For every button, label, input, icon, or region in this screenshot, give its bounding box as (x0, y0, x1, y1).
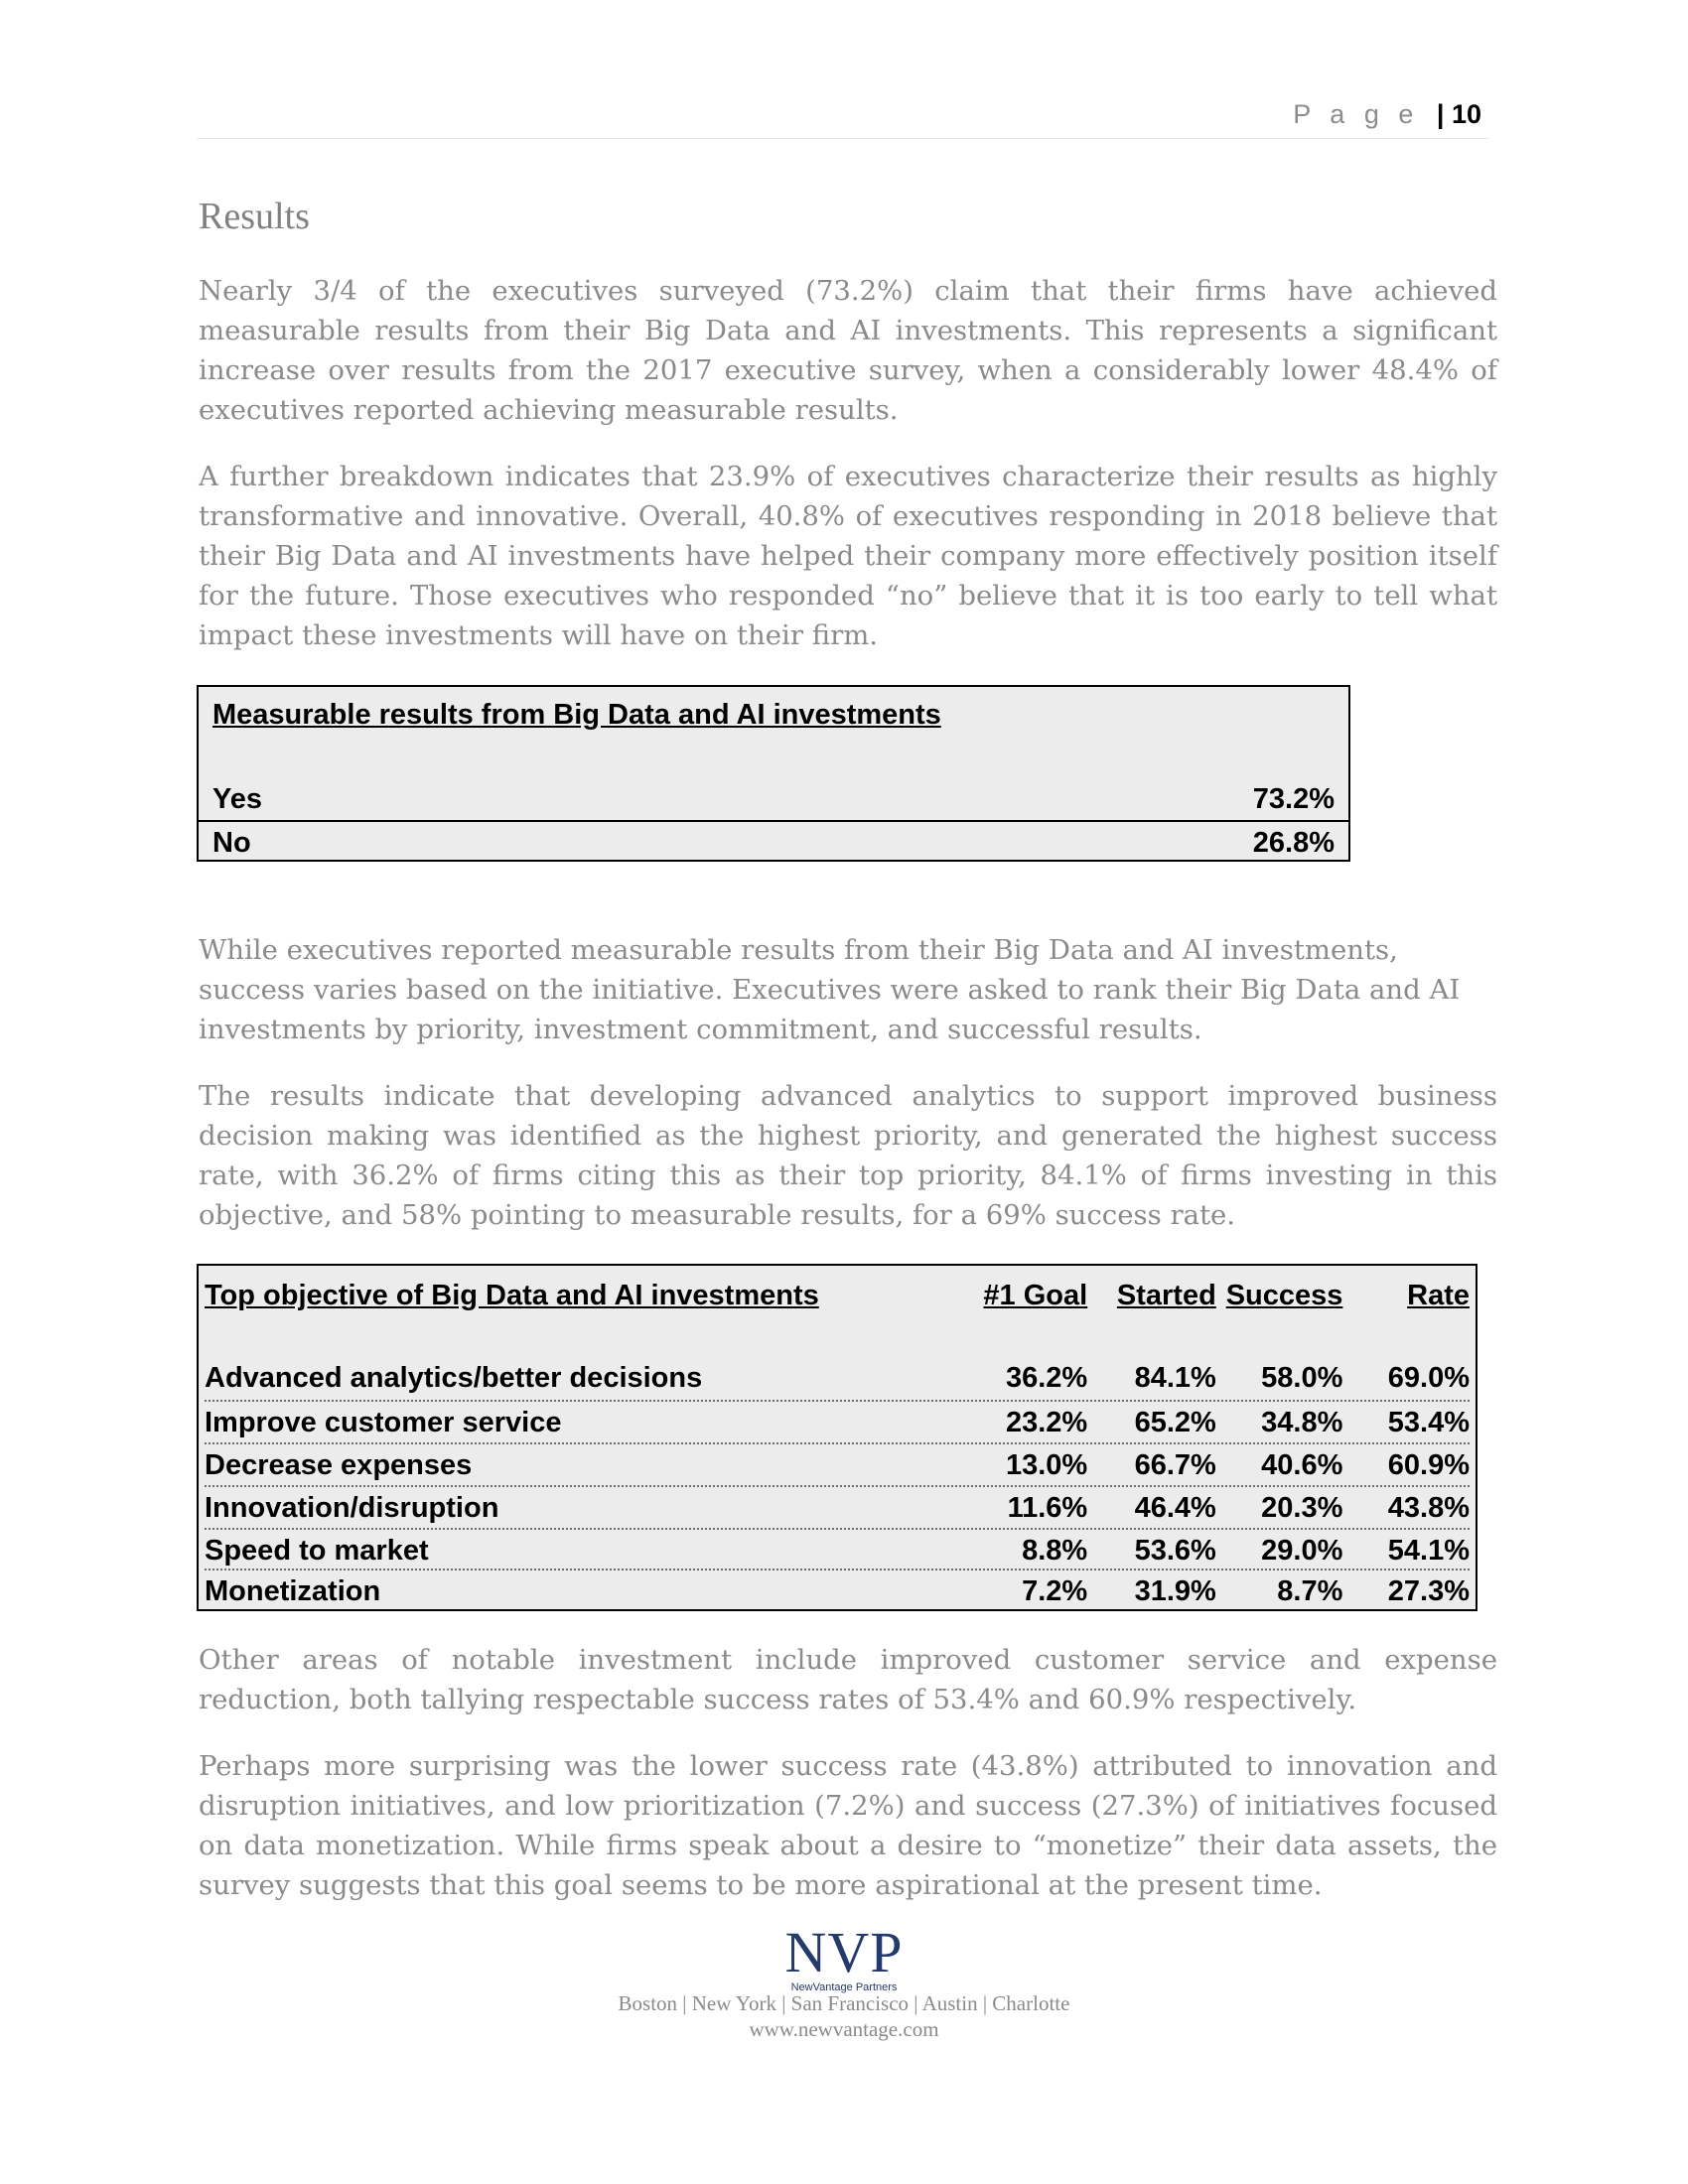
company-logo (0, 1920, 1688, 1993)
paragraph-6: Perhaps more surprising was the lower success rate (43.8%) attributed to innovation and disruption initiatives, and low prioritization (7.2%) and success (27.3%) of initiatives focused on data monetization. While firms speak about a desire to “monetize” their data assets, the survey suggests that this goal seems to be more aspirational at the present time. (199, 1750, 1497, 1901)
footer-website: www.newvantage.com (749, 2017, 939, 2041)
page-number-header (1293, 99, 1481, 130)
cell-goal: 13.0% (1005, 1449, 1088, 1481)
table-row (205, 1442, 1470, 1487)
cell-goal: 7.2% (1022, 1575, 1088, 1607)
table-row (205, 1400, 1470, 1444)
table-row (205, 1485, 1470, 1530)
row-label: No (212, 826, 251, 859)
cell-goal: 23.2% (1005, 1407, 1088, 1438)
page-separator: | (1436, 99, 1445, 129)
cell-success: 40.6% (1261, 1449, 1343, 1481)
row-label: Yes (212, 782, 262, 815)
logo-subtitle: NewVantage Partners (790, 1981, 898, 1993)
table-title (212, 695, 1348, 735)
cell-goal: 36.2% (1005, 1362, 1088, 1394)
logo-mark: NVP (784, 1920, 904, 1984)
measurable-results-title: Measurable results from Big Data and AI investments (212, 698, 941, 731)
table-header-row (205, 1274, 1470, 1317)
cell-success: 29.0% (1261, 1535, 1343, 1567)
header-objective: Top objective of Big Data and AI investments (205, 1279, 819, 1311)
row-value: 26.8% (1252, 826, 1335, 859)
cell-objective: Advanced analytics/better decisions (205, 1362, 703, 1394)
cell-goal: 8.8% (1022, 1535, 1088, 1567)
cell-objective: Speed to market (205, 1535, 429, 1567)
cell-rate: 60.9% (1387, 1449, 1470, 1481)
paragraph-3: While executives reported measurable results from their Big Data and AI investments, success varies based on the initiative. Executives were asked to rank their Big Data and AI investments by priority, investment commitment, and successful results. (199, 934, 1461, 1045)
header-started: Started (1116, 1279, 1216, 1311)
cell-rate: 54.1% (1387, 1535, 1470, 1567)
cell-rate: 69.0% (1387, 1362, 1470, 1394)
header-rate: Rate (1407, 1279, 1470, 1311)
page-number-value: 10 (1451, 99, 1481, 129)
cell-rate: 43.8% (1387, 1492, 1470, 1524)
cell-started: 31.9% (1134, 1575, 1216, 1607)
cell-started: 66.7% (1134, 1449, 1216, 1481)
header-success: Success (1225, 1279, 1343, 1311)
table-row (199, 778, 1348, 820)
section-title: Results (199, 196, 310, 237)
cell-objective: Improve customer service (205, 1407, 562, 1438)
table-row (199, 820, 1348, 864)
cell-objective: Monetization (205, 1575, 381, 1607)
cell-started: 53.6% (1134, 1535, 1216, 1567)
table-row (205, 1569, 1470, 1613)
top-objective-table (197, 1264, 1477, 1611)
cell-started: 84.1% (1134, 1362, 1216, 1394)
paragraph-1: Nearly 3/4 of the executives surveyed (73.2%) claim that their firms have achieved measurable results from their Big Data and AI investments. This represents a significant increase over results from the 2017 executive survey, when a considerably lower 48.4% of executives reported achieving measurable results. (199, 275, 1497, 426)
page-label: P a g e (1293, 99, 1420, 129)
header-goal: #1 Goal (983, 1279, 1088, 1311)
measurable-results-table (197, 685, 1350, 862)
table-row (205, 1528, 1470, 1572)
page-number (1437, 99, 1481, 129)
cell-started: 46.4% (1134, 1492, 1216, 1524)
header-divider (197, 138, 1489, 139)
cell-success: 58.0% (1261, 1362, 1343, 1394)
cell-rate: 53.4% (1387, 1407, 1470, 1438)
paragraph-5: Other areas of notable investment include improved customer service and expense reduction, both tallying respectable success rates of 53.4% and 60.9% respectively. (199, 1644, 1497, 1715)
cell-objective: Decrease expenses (205, 1449, 473, 1481)
table-row (205, 1357, 1470, 1400)
cell-success: 8.7% (1277, 1575, 1343, 1607)
paragraph-4: The results indicate that developing advanced analytics to support improved business decision making was identified as the highest priority, and generated the highest success rate, with 36.2% of firms citing this as their top priority, 84.1% of firms investing in this objective, and 58% pointing to measurable results, for a 69% success rate. (199, 1080, 1497, 1231)
cell-objective: Innovation/disruption (205, 1492, 499, 1524)
cell-success: 20.3% (1261, 1492, 1343, 1524)
cell-rate: 27.3% (1387, 1575, 1470, 1607)
cell-started: 65.2% (1134, 1407, 1216, 1438)
row-value: 73.2% (1252, 782, 1335, 815)
footer-offices: Boston | New York | San Francisco | Austin | Charlotte (618, 1991, 1070, 2015)
paragraph-2: A further breakdown indicates that 23.9% of executives characterize their results as highly transformative and innovative. Overall, 40.8% of executives responding in 2018 believe that their Big Data and AI investments have helped their company more effectively position itself for the future. Those executives who responded “no” believe that it is too early to tell what impact these investments will have on their firm. (199, 461, 1497, 651)
cell-success: 34.8% (1261, 1407, 1343, 1438)
cell-goal: 11.6% (1007, 1492, 1088, 1524)
